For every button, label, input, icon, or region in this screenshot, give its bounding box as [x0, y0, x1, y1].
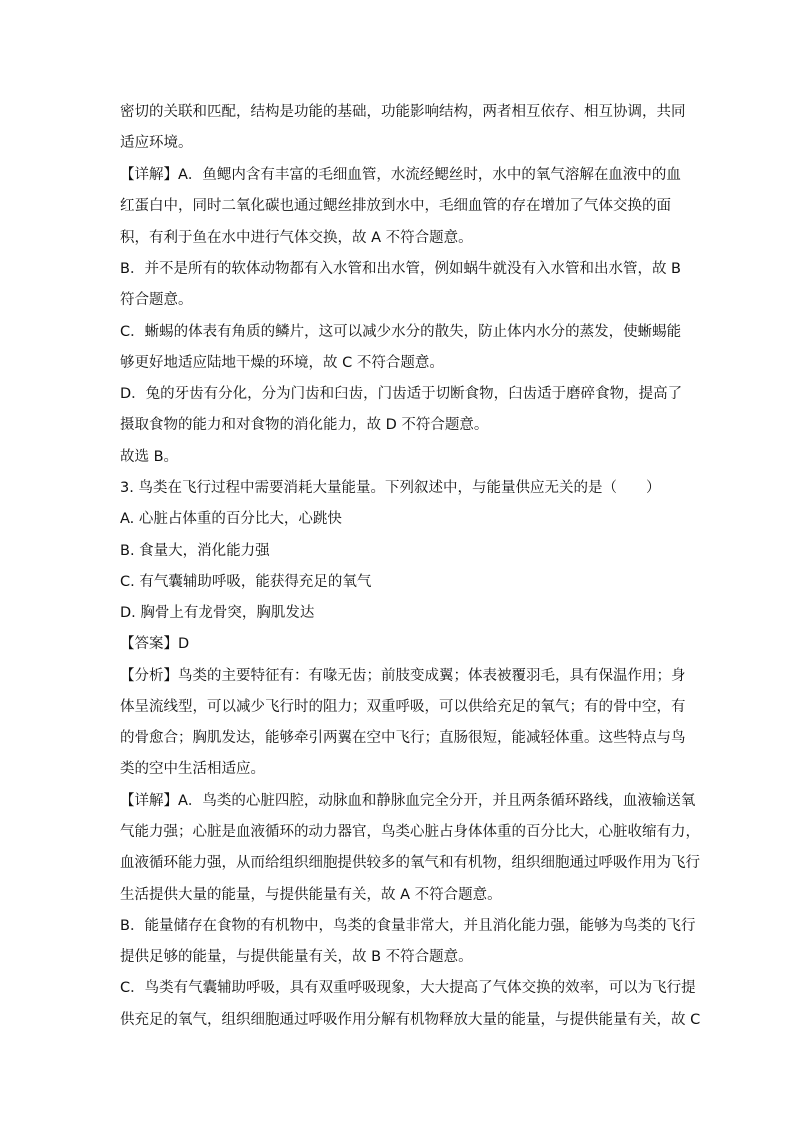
text-line: 气能力强；心脏是血液循环的动力器官，鸟类心脏占身体体重的百分比大，心脏收缩有力， — [120, 824, 700, 840]
question-stem: 3. 鸟类在飞行过程中需要消耗大量能量。下列叙述中，与能量供应无关的是（ ） — [120, 480, 661, 496]
text-line: B．能量储存在食物的有机物中，鸟类的食量非常大，并且消化能力强，能够为鸟类的飞行 — [120, 918, 696, 934]
text-line: 够更好地适应陆地干燥的环境，故 C 不符合题意。 — [120, 355, 444, 371]
option-b: B. 食量大，消化能力强 — [120, 543, 270, 559]
answer-line: 【答案】D — [120, 636, 190, 652]
text-line: 适应环境。 — [120, 135, 193, 151]
text-line: D．兔的牙齿有分化，分为门齿和臼齿，门齿适于切断食物，臼齿适于磨碎食物，提高了 — [120, 386, 683, 402]
text-line: 符合题意。 — [120, 292, 193, 308]
text-line: 【详解】A．鸟类的心脏四腔，动脉血和静脉血完全分开，并且两条循环路线，血液输送氧 — [120, 793, 696, 809]
option-a: A. 心脏占体重的百分比大，心跳快 — [120, 511, 342, 527]
text-line: 血液循环能力强，从而给组织细胞提供较多的氧气和有机物，组织细胞通过呼吸作用为飞行 — [120, 855, 700, 871]
text-line: 积，有利于鱼在水中进行气体交换，故 A 不符合题意。 — [120, 230, 473, 246]
text-line: 【分析】鸟类的主要特征有：有喙无齿；前肢变成翼；体表被覆羽毛，具有保温作用；身 — [120, 668, 686, 684]
text-line: 故选 B。 — [120, 449, 179, 465]
text-line: 提供足够的能量，与提供能量有关，故 B 不符合题意。 — [120, 949, 473, 965]
text-line: 摄取食物的能力和对食物的消化能力，故 D 不符合题意。 — [120, 417, 489, 433]
option-d: D. 胸骨上有龙骨突，胸肌发达 — [120, 605, 315, 621]
text-line: 类的空中生活相适应。 — [120, 761, 265, 777]
text-line: C．蜥蜴的体表有角质的鳞片，这可以减少水分的散失，防止体内水分的蒸发，使蜥蜴能 — [120, 324, 682, 340]
text-line: 生活提供大量的能量，与提供能量有关，故 A 不符合题意。 — [120, 887, 502, 903]
text-line: 的骨愈合；胸肌发达，能够牵引两翼在空中飞行；直肠很短，能减轻体重。这些特点与鸟 — [120, 730, 686, 746]
option-c: C. 有气囊辅助呼吸，能获得充足的氧气 — [120, 574, 372, 590]
text-line: 密切的关联和匹配，结构是功能的基础，功能影响结构，两者相互依存、相互协调，共同 — [120, 104, 686, 120]
text-line: C．鸟类有气囊辅助呼吸，具有双重呼吸现象，大大提高了气体交换的效率，可以为飞行提 — [120, 980, 696, 996]
text-line: B．并不是所有的软体动物都有入水管和出水管，例如蜗牛就没有入水管和出水管，故 B — [120, 261, 682, 277]
text-line: 红蛋白中，同时二氧化碳也通过鳃丝排放到水中，毛细血管的存在增加了气体交换的面 — [120, 198, 671, 214]
text-line: 【详解】A．鱼鳃内含有丰富的毛细血管，水流经鳃丝时，水中的氧气溶解在血液中的血 — [120, 167, 681, 183]
text-line: 供充足的氧气，组织细胞通过呼吸作用分解有机物释放大量的能量，与提供能量有关，故 C — [120, 1012, 700, 1028]
text-line: 体呈流线型，可以减少飞行时的阻力；双重呼吸，可以供给充足的氧气；有的骨中空，有 — [120, 699, 686, 715]
